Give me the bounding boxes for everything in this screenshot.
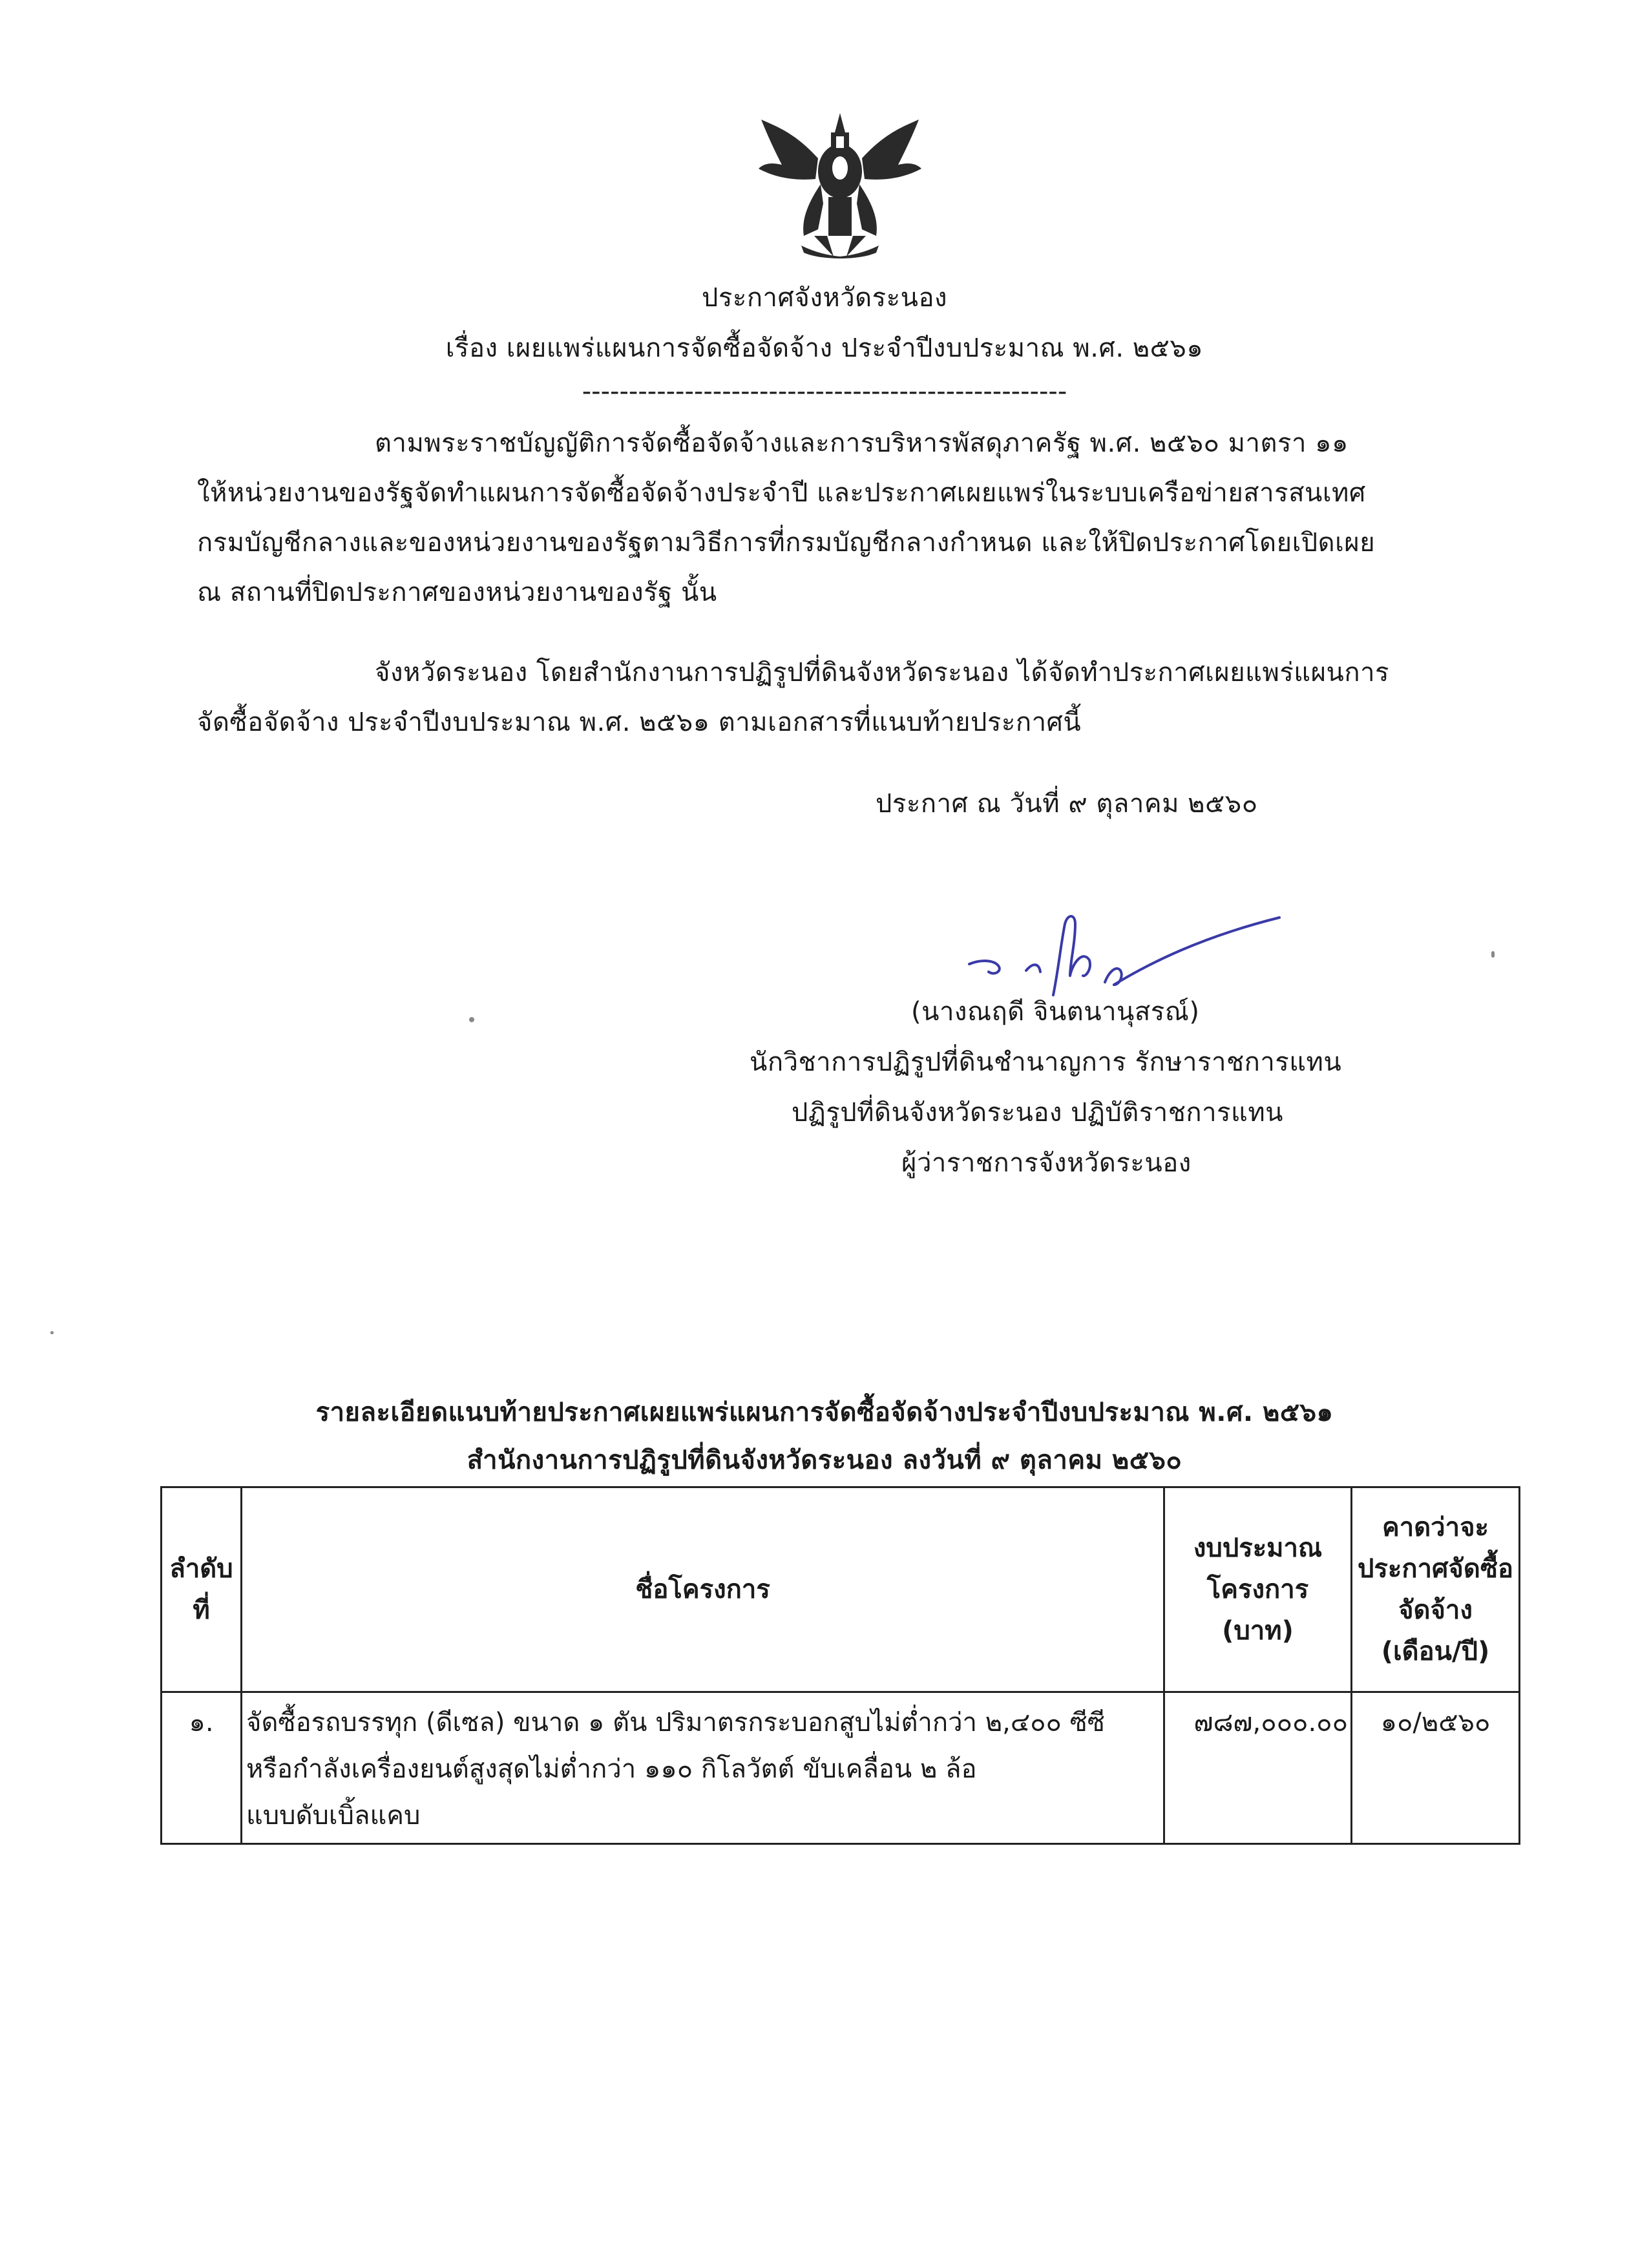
announcement-date: ประกาศ ณ วันที่ ๙ ตุลาคม ๒๕๖๐ <box>876 789 1258 819</box>
scan-speck <box>1491 951 1495 958</box>
column-header-project: ชื่อโครงการ <box>242 1487 1164 1692</box>
signatory-position-line: ปฏิรูปที่ดินจังหวัดระนอง ปฏิบัติราชการแทน <box>792 1098 1284 1128</box>
announcement-title: ประกาศจังหวัดระนอง <box>701 283 948 313</box>
scan-speck <box>469 1017 474 1022</box>
garuda-emblem-icon <box>756 107 924 262</box>
procurement-plan-table <box>160 1486 1520 1845</box>
header-line: (บาท) <box>1222 1616 1294 1646</box>
column-header-no <box>162 1487 242 1692</box>
signatory-name: (นางณฤดี จินตนานุสรณ์) <box>911 997 1200 1027</box>
signatory-position-line: นักวิชาการปฏิรูปที่ดินชำนาญการ รักษาราชการแทน <box>750 1047 1342 1077</box>
column-header-budget <box>1164 1487 1352 1692</box>
project-name-line: จัดซื้อรถบรรทุก (ดีเซล) ขนาด ๑ ตัน ปริมาตรกระบอกสูบไม่ต่ำกว่า ๒,๔๐๐ ซีซี <box>246 1708 1105 1738</box>
project-name-line: หรือกำลังเครื่องยนต์สูงสุดไม่ต่ำกว่า ๑๑๐ กิโลวัตต์ ขับเคลื่อน ๒ ล้อ <box>246 1754 977 1784</box>
header-line: (เดือน/ปี) <box>1381 1637 1490 1666</box>
project-name-line: แบบดับเบิ้ลแคบ <box>246 1801 421 1831</box>
header-line: ที่ <box>193 1595 210 1625</box>
header-line: ลำดับ <box>169 1554 233 1584</box>
paragraph-1-line: ณ สถานที่ปิดประกาศของหน่วยงานของรัฐ นั้น <box>197 578 717 607</box>
paragraph-1-line: ตามพระราชบัญญัติการจัดซื้อจัดจ้างและการบริหารพัสดุภาครัฐ พ.ศ. ๒๕๖๐ มาตรา ๑๑ <box>375 428 1349 458</box>
project-name <box>242 1692 1164 1844</box>
table-header-row <box>162 1487 1520 1692</box>
paragraph-2-line: จัดซื้อจัดจ้าง ประจำปีงบประมาณ พ.ศ. ๒๕๖๑ ตามเอกสารที่แนบท้ายประกาศนี้ <box>197 708 1082 737</box>
project-budget: ๗๘๗,๐๐๐.๐๐ <box>1164 1692 1352 1844</box>
row-number: ๑. <box>162 1692 242 1844</box>
handwritten-signature <box>956 905 1292 1002</box>
scan-speck <box>50 1331 54 1334</box>
header-line: ประกาศจัดซื้อ <box>1357 1554 1513 1584</box>
header-line: งบประมาณ <box>1193 1533 1323 1563</box>
expected-announcement-date: ๑๐/๒๕๖๐ <box>1352 1692 1520 1844</box>
paragraph-1-line: กรมบัญชีกลางและของหน่วยงานของรัฐตามวิธีการที่กรมบัญชีกลางกำหนด และให้ปิดประกาศโดยเปิดเผย <box>197 528 1376 558</box>
attachment-subheading: สำนักงานการปฏิรูปที่ดินจังหวัดระนอง ลงวันที่ ๙ ตุลาคม ๒๕๖๐ <box>467 1445 1182 1475</box>
table-row <box>162 1692 1520 1844</box>
attachment-heading: รายละเอียดแนบท้ายประกาศเผยแพร่แผนการจัดซื้อจัดจ้างประจำปีงบประมาณ พ.ศ. ๒๕๖๑ <box>315 1398 1334 1427</box>
signatory-position-line: ผู้ว่าราชการจังหวัดระนอง <box>901 1148 1192 1178</box>
header-line: คาดว่าจะ <box>1381 1513 1489 1542</box>
paragraph-1-line: ให้หน่วยงานของรัฐจัดทำแผนการจัดซื้อจัดจ้างประจำปี และประกาศเผยแพร่ในระบบเครือข่ายสารสนเทศ <box>197 478 1366 508</box>
header-line: จัดจ้าง <box>1398 1595 1473 1625</box>
divider-line: ---------------------------------------------------- <box>582 377 1067 406</box>
announcement-subject: เรื่อง เผยแพร่แผนการจัดซื้อจัดจ้าง ประจำปีงบประมาณ พ.ศ. ๒๕๖๑ <box>445 333 1204 363</box>
paragraph-2-line: จังหวัดระนอง โดยสำนักงานการปฏิรูปที่ดินจังหวัดระนอง ได้จัดทำประกาศเผยแพร่แผนการ <box>375 658 1390 688</box>
column-header-expected-date <box>1352 1487 1520 1692</box>
header-line: โครงการ <box>1206 1575 1309 1604</box>
